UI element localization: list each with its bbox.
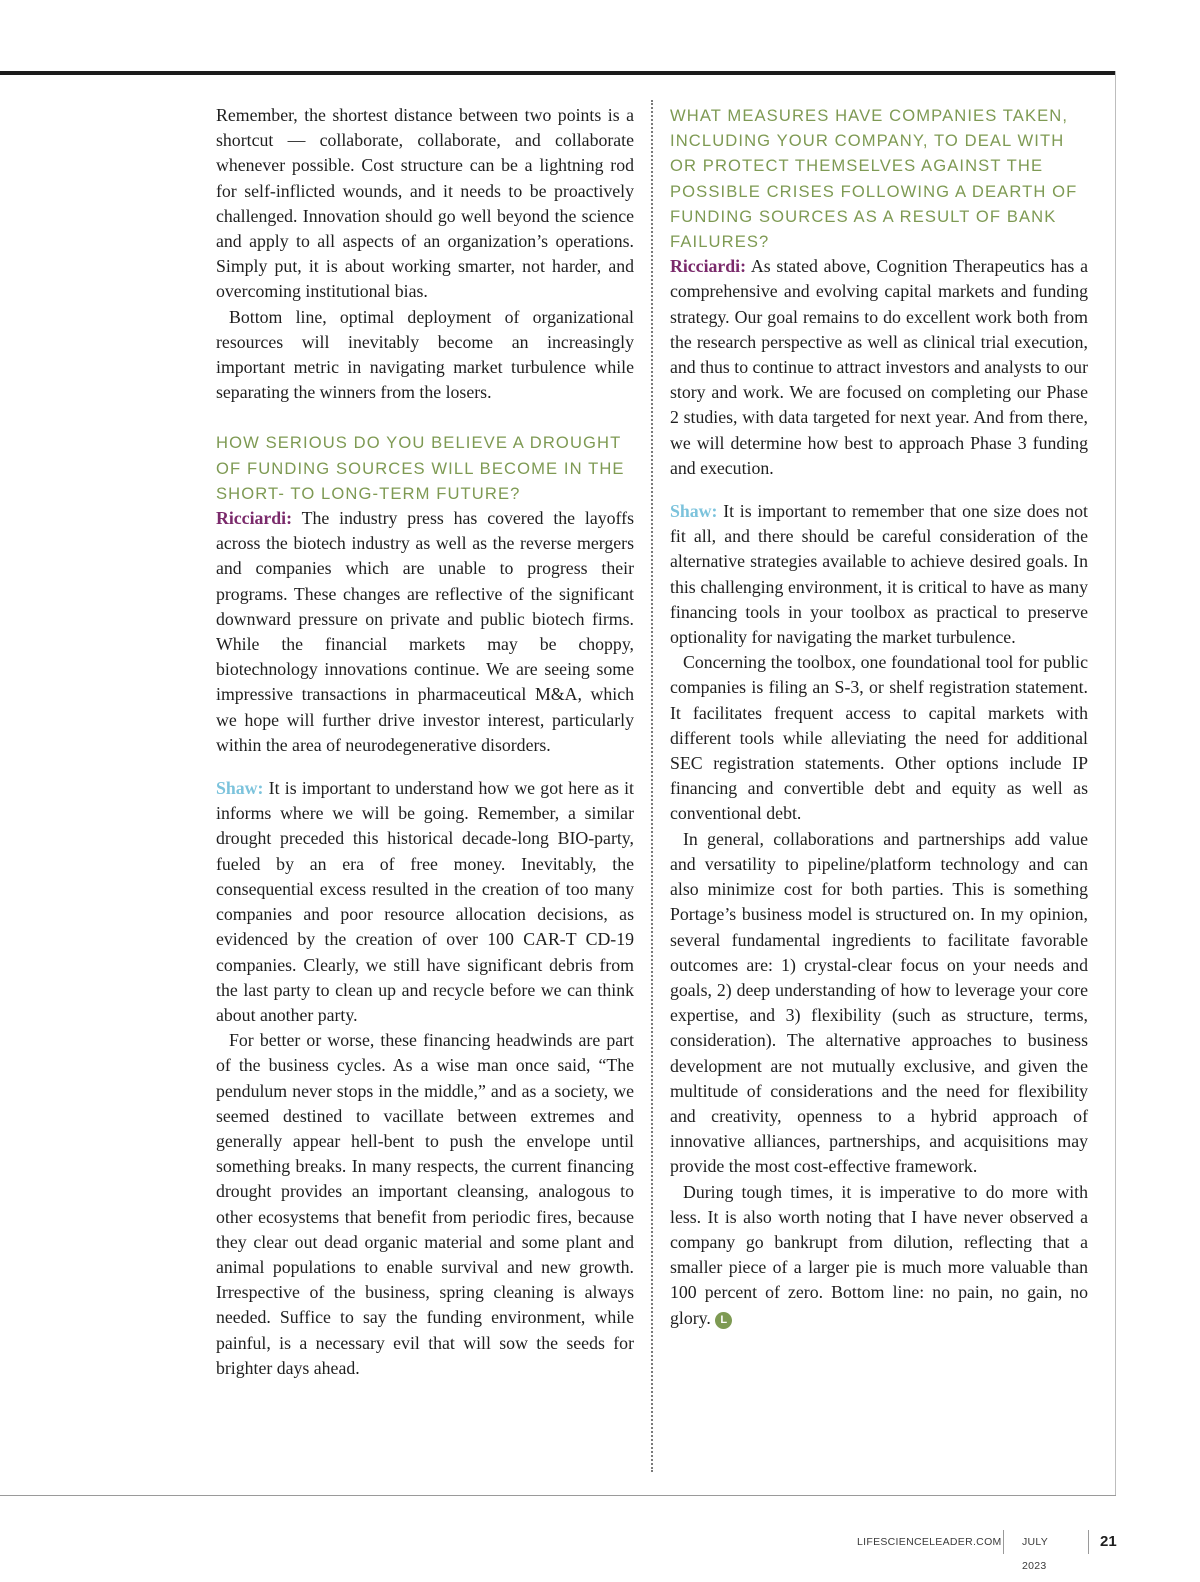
footer-separator [1003,1530,1004,1554]
footer-website: LIFESCIENCELEADER.COM [857,1536,1002,1548]
speaker-ricciardi: Ricciardi: [670,256,747,277]
right-margin-rule [1115,71,1116,1496]
left-column [216,103,634,1381]
paragraph-collaborations: In general, collaborations and partnerships add value and versatility to pipeline/platform technology and can also minimize cost for both parties. This is something Portage’s business model is structured on. In my opinion, several fundamental ingredients to facilitate favorable outcomes are: 1) crystal-clear focus on your needs and goals, 2) deep understanding of how to leverage your core expertise, and 3) flexibility (such as structure, terms, consideration). The alternative approaches to business development are not mutually exclusive, and given the multitude of considerations and the need for flexibility and creativity, openness to a hybrid approach of innovative alliances, partnerships, and acquisitions may provide the most cost-effective framework. [670,828,1088,1177]
answer-shaw-measures [670,499,1088,650]
question-drought: HOW SERIOUS DO YOU BELIEVE A DROUGHT OF FUNDING SOURCES WILL BECOME IN THE SHORT- TO LONG-TERM FUTURE? [216,433,625,503]
paragraph-shortcut: Remember, the shortest distance between two points is a shortcut — collaborate, collaborate, and collaborate whenever possible. Cost structure can be a lightning rod for self-inflicted wounds, and it needs to be proactively challenged. Innovation should go well beyond the science and apply to all aspects of an organization’s operations. Simply put, it is about working smarter, not harder, and overcoming institutional bias. [216,105,634,302]
bottom-rule [0,1495,1116,1496]
answer-text: It is important to understand how we got here as it informs where we will be going. Remember, a similar drought preceded this historical decade-long BIO-party, fueled by an era of free money. Inevitably, the consequential excess resulted in the creation of too many companies and poor resource allocation decisions, as evidenced by the creation of over 100 CAR-T CD-19 companies. Clearly, we still have significant debris from the last party to clean up and recycle before we can think about another party. [216,778,634,1025]
answer-text: As stated above, Cognition Therapeutics has a comprehensive and evolving capital markets and funding strategy. Our goal remains to do excellent work both from the research perspective as well as clinical trial execution, and thus to continue to attract investors and analysts to our story and work. We are focused on completing our Phase 2 studies, with data targeted for next year. And from there, we will determine how best to approach Phase 3 funding and execution. [670,256,1088,478]
page-number: 21 [1100,1533,1117,1550]
speaker-shaw: Shaw: [670,501,718,522]
speaker-shaw: Shaw: [216,778,264,799]
footer-issue-date: JULY 2023 [1022,1536,1048,1572]
answer-ricciardi-drought [216,506,634,758]
right-column [670,103,1088,1331]
answer-text: The industry press has covered the layoffs across the biotech industry as well as the reverse mergers and companies which are unable to progress their programs. These changes are reflective of the significant downward pressure on private and public biotech firms. While the financial markets may be choppy, biotechnology innovations continue. We are seeing some impressive transactions in pharmaceutical M&A, which we hope will further drive investor interest, particularly within the area of neurodegenerative disorders. [216,508,634,755]
paragraph-tough-times [670,1180,1088,1331]
speaker-ricciardi: Ricciardi: [216,508,293,529]
answer-ricciardi-measures [670,254,1088,481]
paragraph-better-or-worse: For better or worse, these financing headwinds are part of the business cycles. As a wise man once said, “The pendulum never stops in the middle,” and as a society, we seemed destined to vacillate between extremes and generally appear hell-bent to push the envelope until something breaks. In many respects, the current financing drought provides an important cleansing, analogous to other ecosystems that benefit from periodic fires, because they clear out dead organic material and some plant and animal populations to enable survival and new growth. Irrespective of the business, spring cleaning is always needed. Suffice to say the funding environment, while painful, is a necessary evil that will sow the seeds for brighter days ahead. [216,1030,634,1378]
answer-shaw-drought [216,776,634,1028]
column-divider [651,100,653,1472]
answer-text: It is important to remember that one size does not fit all, and there should be careful consideration of the alternative strategies available to achieve desired goals. In this challenging environment, it is critical to have as many financing tools in your toolbox as practical to preserve optionality for navigating the market turbulence. [670,501,1088,648]
question-bank-failures: WHAT MEASURES HAVE COMPANIES TAKEN, INCLUDING YOUR COMPANY, TO DEAL WITH OR PROTECT THEMSELVES AGAINST THE POSSIBLE CRISES FOLLOWING A DEARTH OF FUNDING SOURCES AS A RESULT OF BANK FAILURES? [670,106,1078,252]
top-rule [0,71,1116,75]
end-of-article-icon: L [715,1312,732,1329]
paragraph-bottom-line: Bottom line, optimal deployment of organizational resources will inevitably become an increasingly important metric in navigating market turbulence while separating the winners from the losers. [216,306,634,403]
tough-times-text: During tough times, it is imperative to do more with less. It is also worth noting that I have never observed a company go bankrupt from dilution, reflecting that a smaller piece of a larger pie is much more valuable than 100 percent of zero. Bottom line: no pain, no gain, no glory. [670,1181,1088,1328]
paragraph-toolbox: Concerning the toolbox, one foundational tool for public companies is filing an S-3, or shelf registration statement. It facilitates frequent access to capital markets with different tools while alleviating the need for additional SEC registration statements. Other options include IP financing and convertible debt and equity as well as conventional debt. [670,652,1088,824]
footer-separator [1088,1530,1089,1554]
